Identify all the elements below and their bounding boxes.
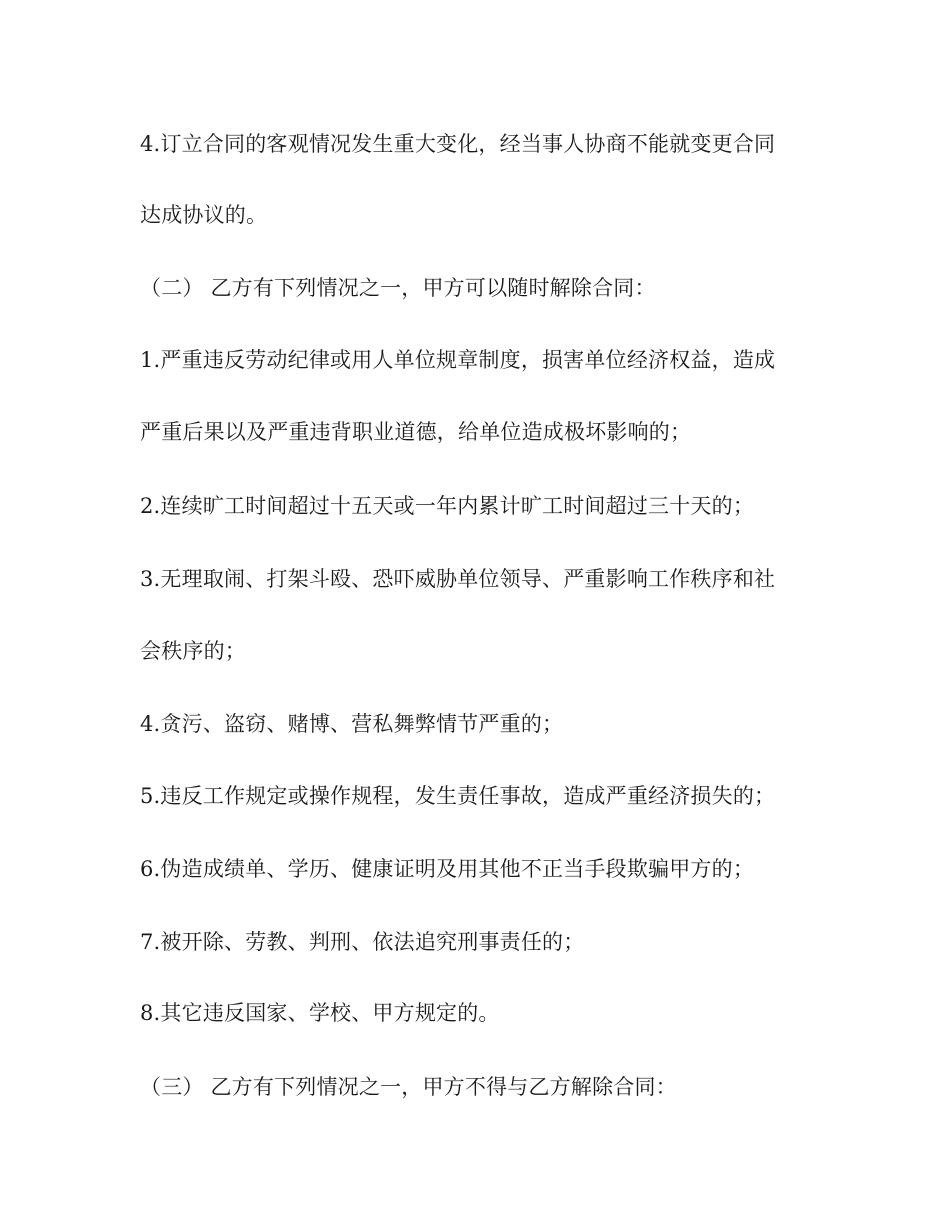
section-heading: （二） 乙方有下列情况之一，甲方可以随时解除合同： [140,276,656,300]
text-line: 达成协议的。 [140,203,268,227]
text-line: 4.贪污、盗窃、赌博、营私舞弊情节严重的； [140,712,564,736]
text-line: 4.订立合同的客观情况发生重大变化，经当事人协商不能就变更合同 [140,132,776,156]
text-line: 2.连续旷工时间超过十五天或一年内累计旷工时间超过三十天的； [140,494,755,518]
text-line: 严重后果以及严重违背职业道德，给单位造成极坏影响的； [140,420,692,444]
text-line: 3.无理取闹、打架斗殴、恐吓威胁单位领导、严重影响工作秩序和社 [140,567,776,591]
section-heading: （三） 乙方有下列情况之一，甲方不得与乙方解除合同： [140,1075,677,1099]
text-line: 会秩序的； [140,639,246,663]
text-line: 8.其它违反国家、学校、甲方规定的。 [140,1001,500,1025]
text-line: 1.严重违反劳动纪律或用人单位规章制度，损害单位经济权益，造成 [140,348,776,372]
text-line: 5.违反工作规定或操作规程，发生责任事故，造成严重经济损失的； [140,784,776,808]
text-line: 7.被开除、劳教、判刑、依法追究刑事责任的； [140,930,585,954]
text-line: 6.伪造成绩单、学历、健康证明及用其他不正当手段欺骗甲方的； [140,857,755,881]
